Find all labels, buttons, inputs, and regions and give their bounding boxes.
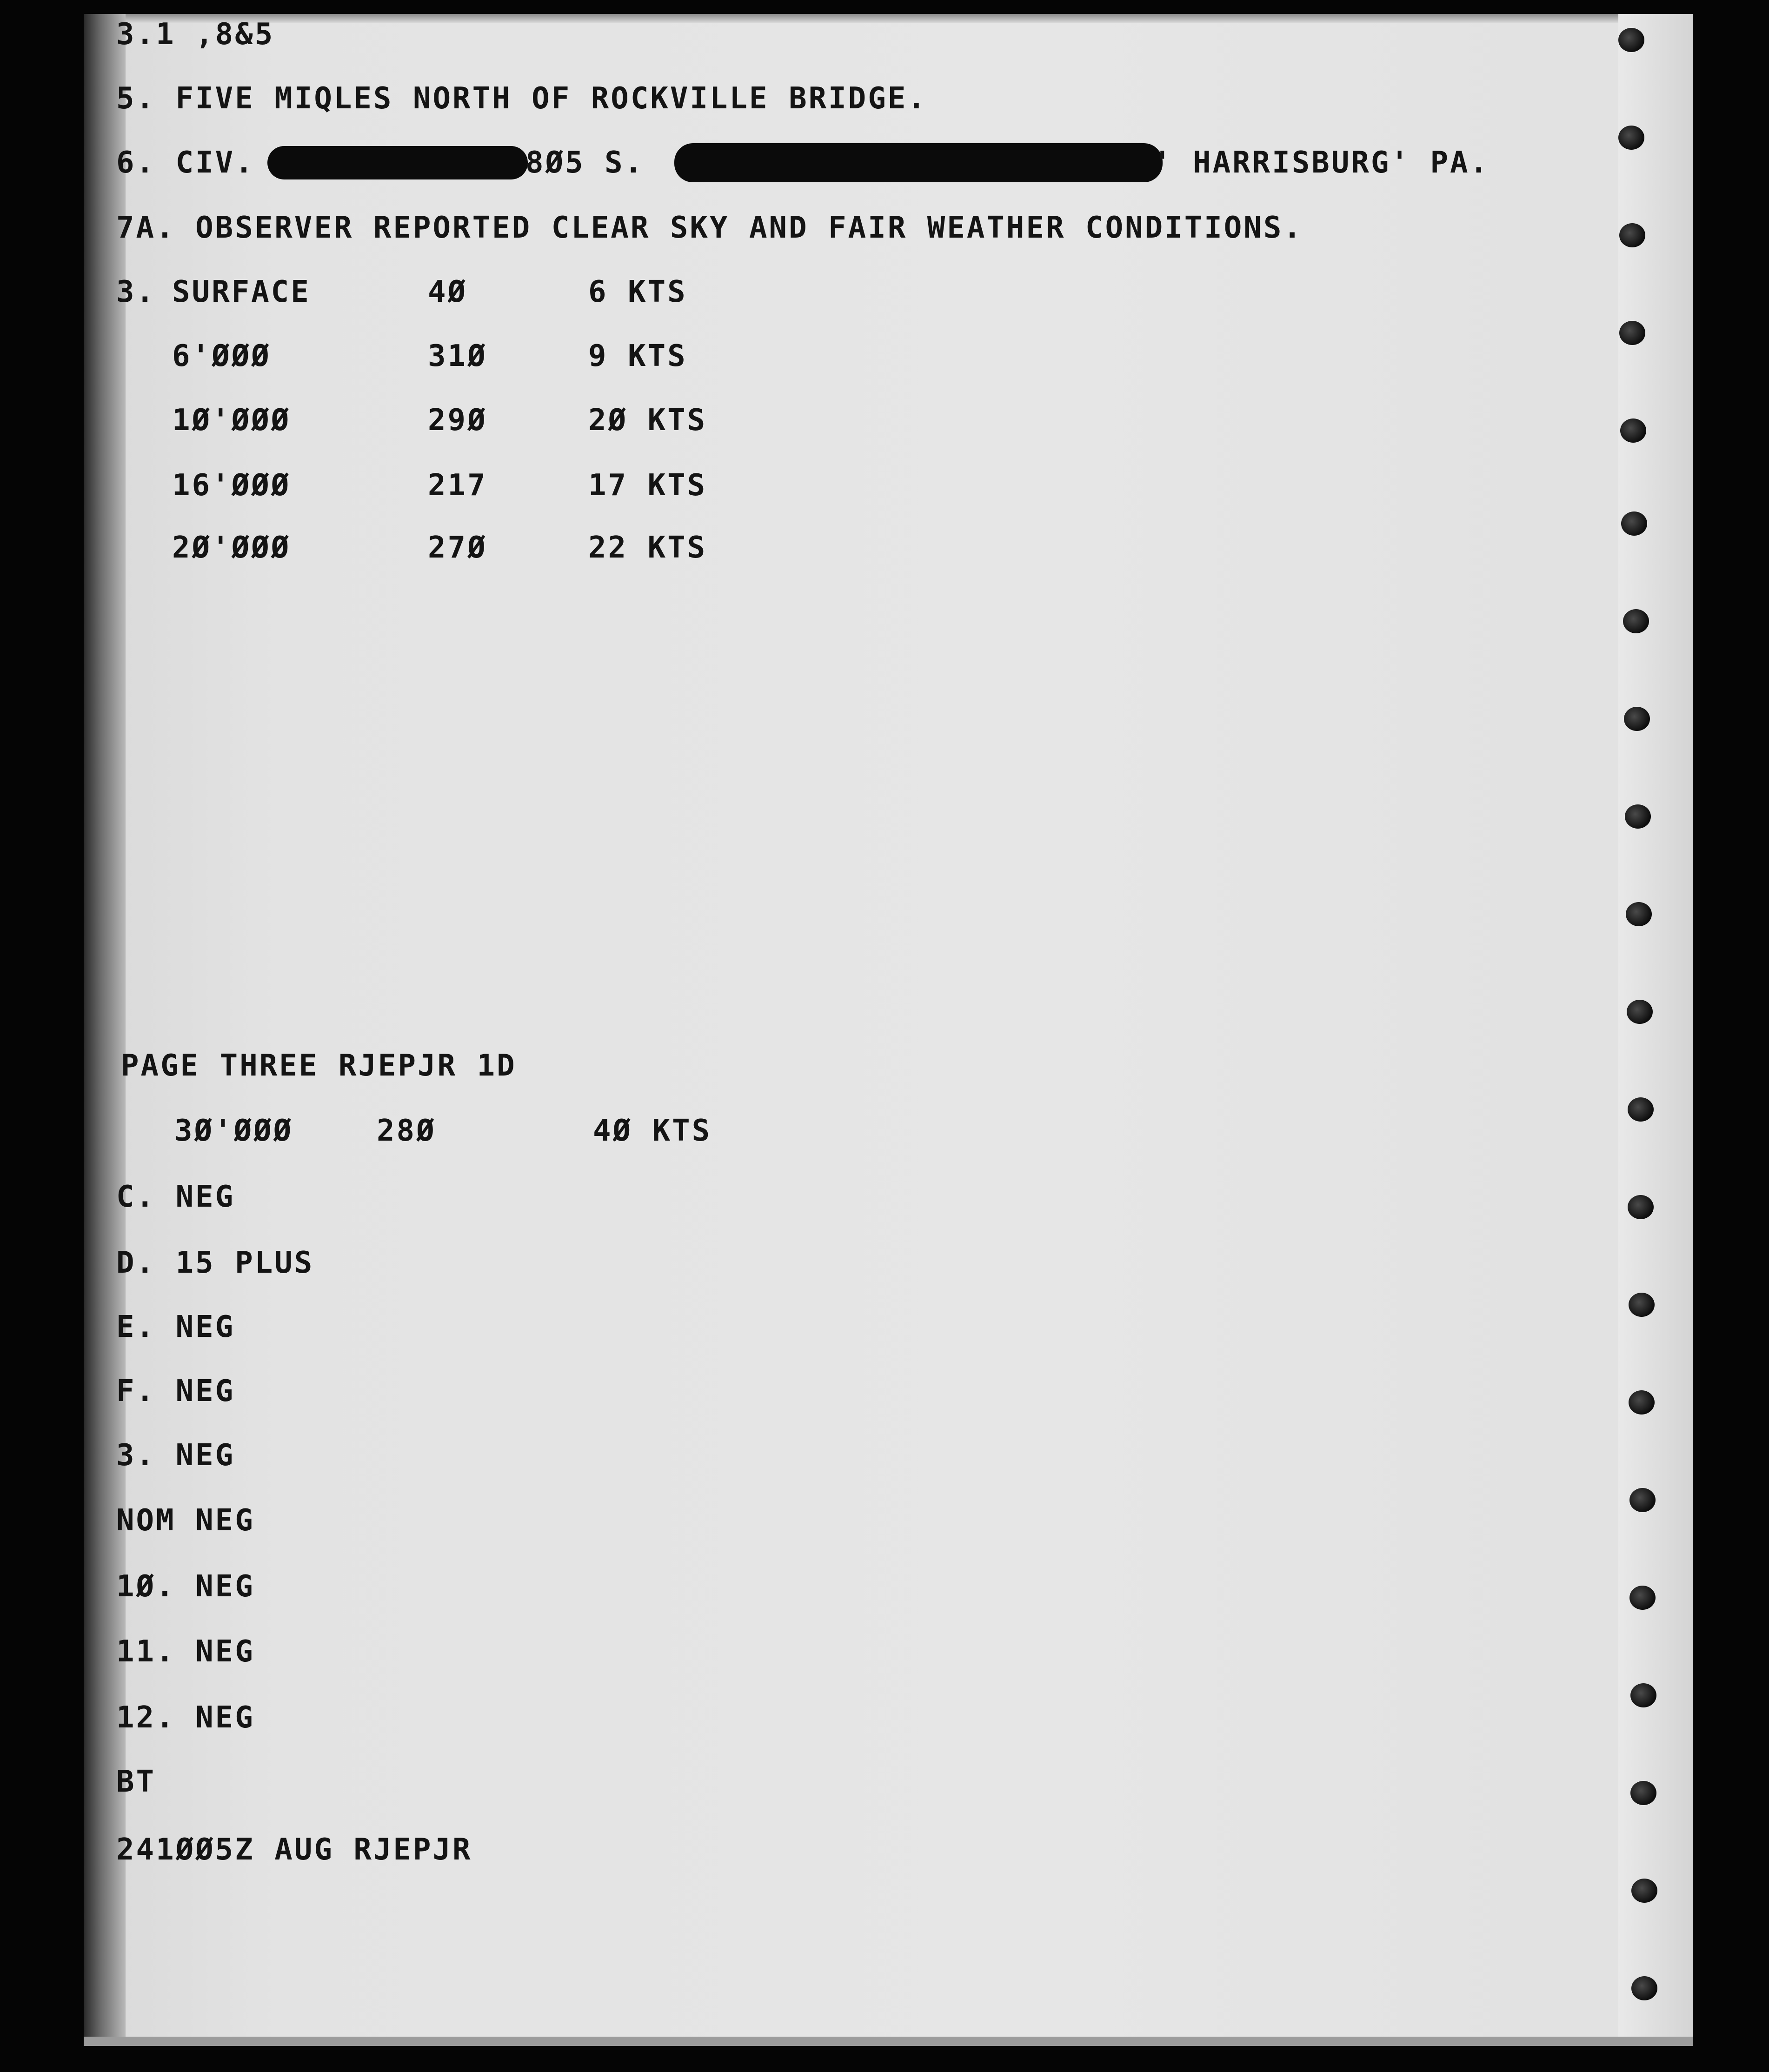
feed-hole — [1624, 707, 1650, 731]
feed-hole — [1628, 1195, 1654, 1219]
wind-row-alt: SURFACE — [172, 275, 311, 309]
list-item: 11. NEG — [116, 1634, 255, 1669]
page-bottom-edge — [84, 2037, 1693, 2046]
feed-hole — [1621, 511, 1647, 536]
wind-row-alt: 16'ØØØ — [172, 468, 291, 503]
feed-hole — [1623, 609, 1649, 633]
redaction-bar — [674, 143, 1163, 182]
feed-hole — [1619, 223, 1645, 247]
wind-row-speed: 4Ø KTS — [593, 1114, 712, 1148]
feed-hole — [1618, 28, 1644, 52]
feed-hole — [1619, 321, 1645, 345]
wind-row-speed: 22 KTS — [588, 531, 707, 565]
feed-hole — [1618, 126, 1644, 150]
list-item: 12. NEG — [116, 1700, 255, 1735]
list-item: 3. NEG — [116, 1438, 235, 1473]
item-6-middle: 8Ø5 S. — [525, 146, 645, 180]
item-7a-weather: 7A. OBSERVER REPORTED CLEAR SKY AND FAIR WEATHER CONDITIONS. — [116, 211, 1303, 245]
wind-row-dir: 28Ø — [377, 1114, 436, 1148]
feed-hole — [1625, 804, 1651, 829]
feed-hole — [1630, 1781, 1656, 1805]
wind-row-speed: 17 KTS — [588, 468, 707, 503]
list-item: 241ØØ5Z AUG RJEPJR — [116, 1833, 472, 1867]
header-fragment: 3.1 ,8&5 — [116, 17, 275, 52]
page-top-edge — [84, 14, 1693, 23]
list-item: D. 15 PLUS — [116, 1246, 314, 1280]
feed-hole — [1629, 1586, 1656, 1610]
wind-row-dir: 31Ø — [428, 339, 487, 373]
wind-row-speed: 6 KTS — [588, 275, 687, 309]
wind-row-dir: 4Ø — [428, 275, 468, 309]
wind-row-alt: 6'ØØØ — [172, 339, 271, 373]
wind-row-speed: 9 KTS — [588, 339, 687, 373]
list-item: C. NEG — [116, 1180, 235, 1214]
page-left-edge — [84, 14, 126, 2046]
page-header: PAGE THREE RJEPJR 1D — [121, 1049, 517, 1083]
feed-hole — [1631, 1879, 1657, 1903]
item-6-prefix: 6. CIV. — [116, 146, 255, 180]
item-5-location: 5. FIVE MIQLES NORTH OF ROCKVILLE BRIDGE. — [116, 81, 927, 116]
document-page — [84, 14, 1693, 2046]
list-item: E. NEG — [116, 1310, 235, 1344]
item-6-suffix: ' HARRISBURG' PA. — [1153, 146, 1490, 180]
feed-hole — [1629, 1390, 1655, 1415]
list-item: F. NEG — [116, 1374, 235, 1408]
list-item: BT — [116, 1765, 156, 1799]
redaction-bar — [267, 146, 528, 179]
winds-label: 3. — [116, 275, 156, 309]
tractor-feed-strip — [1618, 14, 1693, 2046]
list-item: 1Ø. NEG — [116, 1569, 255, 1604]
wind-row-alt: 3Ø'ØØØ — [174, 1114, 293, 1148]
wind-row-dir: 217 — [428, 468, 487, 503]
wind-row-alt: 2Ø'ØØØ — [172, 531, 291, 565]
wind-row-alt: 1Ø'ØØØ — [172, 403, 291, 438]
feed-hole — [1630, 1683, 1656, 1707]
feed-hole — [1626, 902, 1652, 926]
feed-hole — [1620, 418, 1646, 443]
list-item: NOM NEG — [116, 1503, 255, 1538]
feed-hole — [1631, 1976, 1657, 2000]
feed-hole — [1628, 1097, 1654, 1122]
wind-row-dir: 29Ø — [428, 403, 487, 438]
feed-hole — [1627, 1000, 1653, 1024]
wind-row-speed: 2Ø KTS — [588, 403, 707, 438]
feed-hole — [1629, 1293, 1655, 1317]
feed-hole — [1629, 1488, 1656, 1512]
wind-row-dir: 27Ø — [428, 531, 487, 565]
